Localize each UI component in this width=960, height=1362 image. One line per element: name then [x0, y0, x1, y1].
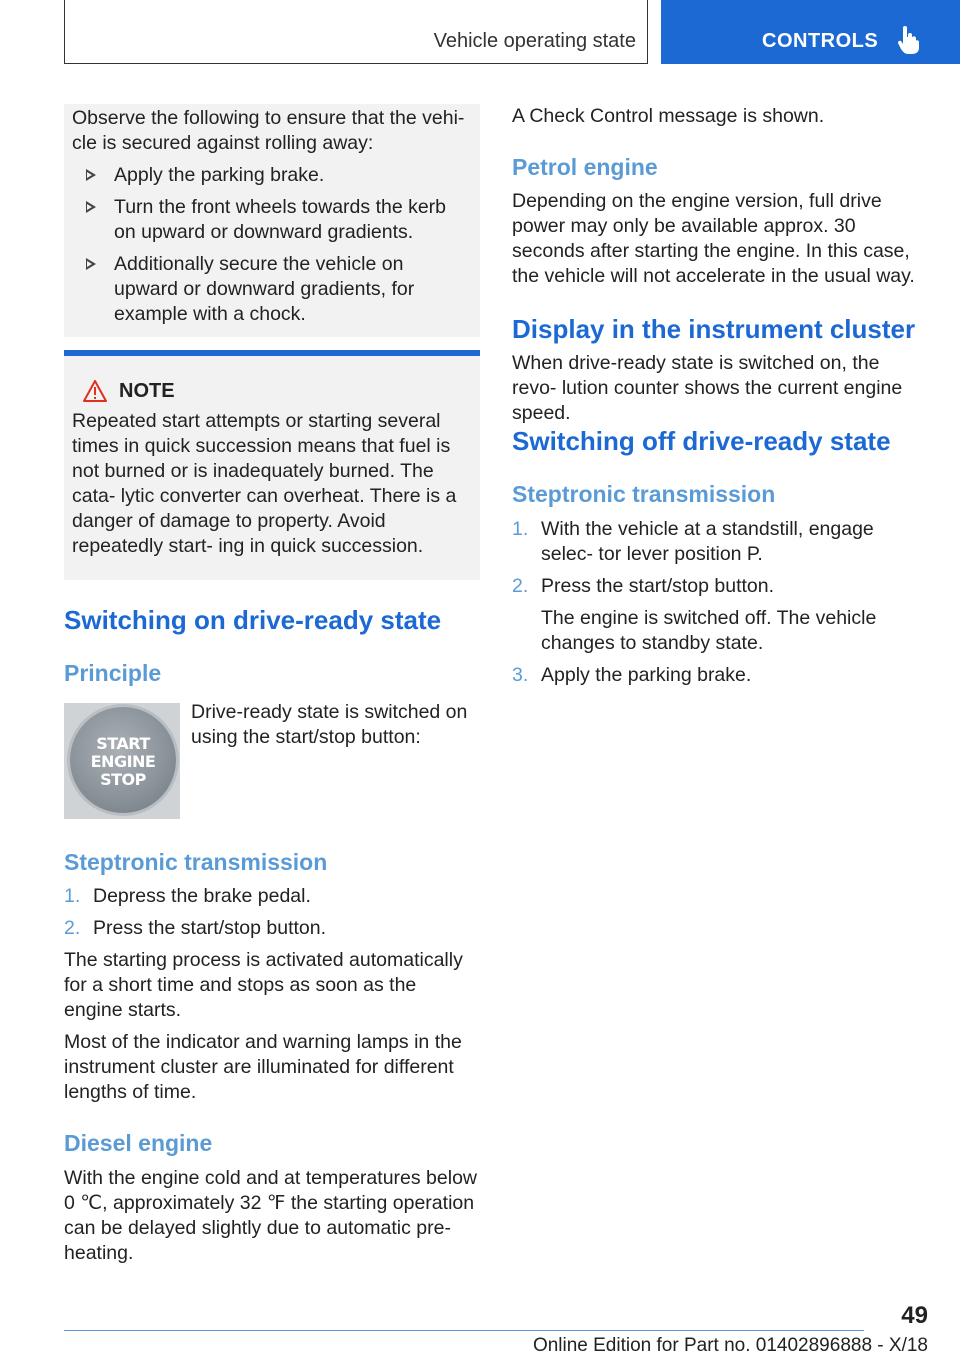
warning-triangle-icon: [83, 380, 107, 402]
footer-edition: Online Edition for Part no. 01402896888 - X/18: [532, 1335, 928, 1356]
heading-display: Display in the instrument cluster: [512, 314, 916, 344]
list-item: 2. Press the start/stop button. The engine is switched off. The vehicle changes to standby state.: [512, 574, 928, 656]
diesel-text: With the engine cold and at temperatures below 0 ℃, approximately 32 ℉ the starting operation can be delayed slightly due to automatic pre- heating.: [64, 1167, 477, 1264]
start-button-label: START ENGINE STOP: [90, 734, 156, 789]
heading-diesel: Diesel engine: [64, 1130, 213, 1156]
note-box: [64, 350, 480, 580]
start-steps-list: [64, 884, 480, 1105]
heading-petrol: Petrol engine: [512, 154, 658, 180]
triangle-bullet-icon: [86, 258, 96, 270]
page-number: 49: [901, 1302, 928, 1329]
chapter-tab[interactable]: [661, 0, 960, 64]
securing-intro: Observe the following to ensure that the vehi- cle is secured against rolling away:: [72, 107, 465, 154]
securing-info-box: [64, 104, 480, 337]
display-text: When drive-ready state is switched on, the revo- lution counter shows the current engine speed.: [512, 352, 903, 424]
heading-switch-on: Switching on drive-ready state: [64, 605, 442, 635]
heading-switch-off: Switching off drive-ready state: [512, 426, 891, 456]
note-label: NOTE: [119, 380, 175, 402]
footer-divider: [64, 1330, 864, 1331]
bullet-item: Additionally secure the vehicle on upward or downward gradients, for example with a chock.: [72, 252, 472, 327]
list-item: 3. Apply the parking brake.: [512, 664, 752, 686]
principle-text: Drive-ready state is switched on using the start/stop button:: [191, 701, 468, 748]
chapter-label: CONTROLS: [762, 30, 879, 52]
check-control-text: A Check Control message is shown.: [512, 105, 825, 127]
list-item: 1. With the vehicle at a standstill, engage selec- tor lever position P.: [512, 518, 874, 565]
petrol-text: Depending on the engine version, full drive power may only be available approx. 30 seconds after starting the engine. In this case, the vehicle will not accelerate in the usual way.: [512, 190, 915, 287]
stop-steps-list: [512, 517, 928, 688]
start-stop-button-image: [64, 703, 180, 819]
starting-process-text: The starting process is activated automatically for a short time and stops as soon as the engine starts.: [64, 949, 463, 1021]
note-text: Repeated start attempts or starting several times in quick succession means that fuel is not burned or is inadequately burned. The cata- lytic converter can overheat. There is a danger of damage to property. Avoid repeatedly start- ing in quick succession.: [72, 410, 457, 557]
step-result-text: The engine is switched off. The vehicle changes to standby state.: [541, 607, 877, 654]
section-title: Vehicle operating state: [433, 30, 636, 52]
bullet-item: Turn the front wheels towards the kerb on upward or downward gradients.: [72, 195, 472, 245]
list-item: 1. Depress the brake pedal.: [64, 885, 311, 907]
heading-steptronic-on: Steptronic transmission: [64, 849, 328, 875]
pointing-hand-icon: [897, 26, 919, 54]
heading-steptronic-off: Steptronic transmission: [512, 481, 776, 507]
heading-principle: Principle: [64, 660, 162, 686]
indicator-lamps-text: Most of the indicator and warning lamps in the instrument cluster are illuminated for different lengths of time.: [64, 1031, 462, 1103]
bullet-item: Apply the parking brake.: [72, 163, 472, 188]
note-heading: [72, 380, 472, 408]
triangle-bullet-icon: [86, 201, 96, 213]
list-item: 2. Press the start/stop button.: [64, 917, 327, 939]
triangle-bullet-icon: [86, 169, 96, 181]
